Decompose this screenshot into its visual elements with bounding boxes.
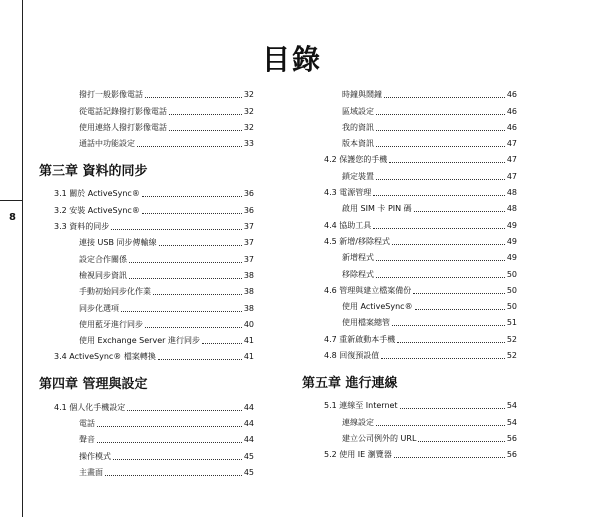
toc-left-column xyxy=(39,84,254,478)
toc-subsection-entry[interactable] xyxy=(302,198,517,214)
toc-entry-label: 通話中功能設定 xyxy=(79,139,135,149)
toc-entry-label: 建立公司例外的 URL xyxy=(342,433,417,443)
toc-entry-label: 4.1 個人化手機設定 xyxy=(54,402,126,412)
toc-page-number: 32 xyxy=(243,106,254,116)
toc-page-number: 46 xyxy=(506,122,517,132)
toc-page-number: 41 xyxy=(243,352,254,362)
toc-entry-label: 使用藍牙進行同步 xyxy=(79,319,143,329)
toc-entry-label: 撥打一般影像電話 xyxy=(79,90,143,100)
dot-leader xyxy=(381,358,505,359)
dot-leader xyxy=(145,97,242,98)
toc-subsection-entry[interactable] xyxy=(302,100,517,116)
margin-tab-line xyxy=(0,200,22,201)
toc-subsection-entry[interactable] xyxy=(39,429,254,445)
page-number: 8 xyxy=(9,212,16,223)
dot-leader xyxy=(142,213,242,214)
toc-subsection-entry[interactable] xyxy=(39,117,254,133)
toc-entry-label: 同步化選項 xyxy=(79,303,119,313)
toc-entry-label: 操作模式 xyxy=(79,451,111,461)
toc-subsection-entry[interactable] xyxy=(39,133,254,149)
toc-entry-label: 移除程式 xyxy=(342,269,374,279)
toc-section-entry[interactable] xyxy=(302,214,517,230)
toc-page-number: 47 xyxy=(506,155,517,165)
dot-leader xyxy=(376,114,505,115)
toc-entry-label: 4.7 重新啟動本手機 xyxy=(324,334,396,344)
toc-page-number: 38 xyxy=(243,303,254,313)
dot-leader xyxy=(414,211,505,212)
toc-entry-label: 連線設定 xyxy=(342,417,374,427)
dot-leader xyxy=(376,179,505,180)
toc-subsection-entry[interactable] xyxy=(302,117,517,133)
toc-entry-label: 使用檔案總管 xyxy=(342,318,390,328)
dot-leader xyxy=(384,97,505,98)
toc-section-entry[interactable] xyxy=(39,183,254,199)
dot-leader xyxy=(397,342,505,343)
toc-right-column xyxy=(302,84,517,460)
toc-page-number: 37 xyxy=(243,222,254,232)
toc-page-number: 48 xyxy=(506,204,517,214)
toc-entry-label: 啟用 SIM 卡 PIN 碼 xyxy=(342,204,412,214)
toc-section-entry[interactable] xyxy=(302,328,517,344)
dot-leader xyxy=(97,426,242,427)
toc-entry-label: 使用 Exchange Server 進行同步 xyxy=(79,336,200,346)
toc-entry-label: 聲音 xyxy=(79,435,95,445)
toc-page-number: 49 xyxy=(506,236,517,246)
toc-subsection-entry[interactable] xyxy=(39,84,254,100)
toc-page-number: 44 xyxy=(243,419,254,429)
toc-page-number: 44 xyxy=(243,402,254,412)
toc-section-entry[interactable] xyxy=(302,182,517,198)
dot-leader xyxy=(111,229,242,230)
toc-section-entry[interactable] xyxy=(302,395,517,411)
margin-rule xyxy=(22,0,23,517)
toc-page-number: 50 xyxy=(506,269,517,279)
toc-page-number: 37 xyxy=(243,238,254,248)
dot-leader xyxy=(376,260,505,261)
toc-subsection-entry[interactable] xyxy=(302,165,517,181)
dot-leader xyxy=(145,327,242,328)
toc-page-number: 54 xyxy=(506,417,517,427)
toc-entry-label: 3.1 關於 ActiveSync® xyxy=(54,189,140,199)
toc-subsection-entry[interactable] xyxy=(302,312,517,328)
toc-section-entry[interactable] xyxy=(302,231,517,247)
toc-page-number: 46 xyxy=(506,106,517,116)
dot-leader xyxy=(121,311,242,312)
toc-subsection-entry[interactable] xyxy=(39,330,254,346)
dot-leader xyxy=(129,262,242,263)
dot-leader xyxy=(105,475,242,476)
toc-page-number: 56 xyxy=(506,450,517,460)
toc-entry-label: 手動初始同步化作業 xyxy=(79,287,151,297)
toc-entry-label: 從電話記錄撥打影像電話 xyxy=(79,106,167,116)
toc-entry-label: 4.8 回復預設值 xyxy=(324,351,380,361)
toc-page-number: 48 xyxy=(506,188,517,198)
toc-entry-label: 新增程式 xyxy=(342,253,374,263)
toc-section-entry[interactable] xyxy=(39,216,254,232)
toc-subsection-entry[interactable] xyxy=(39,297,254,313)
toc-page-number: 47 xyxy=(506,171,517,181)
toc-entry-label: 4.2 保護您的手機 xyxy=(324,155,388,165)
toc-subsection-entry[interactable] xyxy=(39,462,254,478)
toc-page-number: 54 xyxy=(506,401,517,411)
toc-entry-label: 電話 xyxy=(79,419,95,429)
toc-subsection-entry[interactable] xyxy=(302,411,517,427)
dot-leader xyxy=(376,277,505,278)
chapter-heading: 第三章 資料的同步 xyxy=(39,164,148,180)
toc-section-entry[interactable] xyxy=(302,345,517,361)
toc-entry-label: 5.1 連線至 Internet xyxy=(324,401,398,411)
dot-leader xyxy=(376,425,505,426)
dot-leader xyxy=(159,245,242,246)
toc-section-entry[interactable] xyxy=(39,199,254,215)
toc-page-number: 52 xyxy=(506,351,517,361)
dot-leader xyxy=(415,309,505,310)
toc-entry-label: 我的資訊 xyxy=(342,122,374,132)
toc-page-number: 37 xyxy=(243,254,254,264)
dot-leader xyxy=(129,278,242,279)
toc-entry-label: 3.2 安裝 ActiveSync® xyxy=(54,205,140,215)
toc-entry-label: 4.5 新增/移除程式 xyxy=(324,236,390,246)
dot-leader xyxy=(418,441,504,442)
toc-page-number: 45 xyxy=(243,467,254,477)
dot-leader xyxy=(153,294,242,295)
toc-subsection-entry[interactable] xyxy=(39,445,254,461)
dot-leader xyxy=(400,408,505,409)
toc-page-number: 50 xyxy=(506,285,517,295)
toc-page-number: 51 xyxy=(506,318,517,328)
toc-entry-label: 鎖定裝置 xyxy=(342,171,374,181)
toc-page-number: 52 xyxy=(506,334,517,344)
toc-subsection-entry[interactable] xyxy=(39,248,254,264)
toc-entry-label: 連接 USB 同步傳輸線 xyxy=(79,238,157,248)
chapter-spacer xyxy=(39,362,254,370)
chapter-spacer xyxy=(302,361,517,369)
toc-page-number: 47 xyxy=(506,139,517,149)
toc-subsection-entry[interactable] xyxy=(302,133,517,149)
toc-subsection-entry[interactable] xyxy=(39,100,254,116)
toc-subsection-entry[interactable] xyxy=(39,281,254,297)
toc-section-entry[interactable] xyxy=(302,444,517,460)
toc-subsection-entry[interactable] xyxy=(39,314,254,330)
toc-page-number: 32 xyxy=(243,90,254,100)
dot-leader xyxy=(142,196,242,197)
dot-leader xyxy=(97,442,242,443)
chapter-heading: 第四章 管理與設定 xyxy=(39,377,148,393)
toc-section-entry[interactable] xyxy=(302,149,517,165)
dot-leader xyxy=(389,162,505,163)
toc-page-number: 56 xyxy=(506,433,517,443)
toc-entry-label: 3.3 資料的同步 xyxy=(54,222,110,232)
dot-leader xyxy=(127,410,242,411)
toc-subsection-entry[interactable] xyxy=(39,413,254,429)
toc-entry-label: 4.6 管理與建立檔案備份 xyxy=(324,285,412,295)
toc-subsection-entry[interactable] xyxy=(39,265,254,281)
toc-section-entry[interactable] xyxy=(302,280,517,296)
toc-entry-label: 3.4 ActiveSync® 檔案轉換 xyxy=(54,352,156,362)
toc-subsection-entry[interactable] xyxy=(302,296,517,312)
toc-page-number: 49 xyxy=(506,220,517,230)
dot-leader xyxy=(376,146,505,147)
toc-page-number: 36 xyxy=(243,205,254,215)
toc-entry-label: 版本資訊 xyxy=(342,139,374,149)
toc-page-number: 45 xyxy=(243,451,254,461)
toc-page-number: 38 xyxy=(243,287,254,297)
toc-page-number: 33 xyxy=(243,139,254,149)
toc-entry-label: 區域設定 xyxy=(342,106,374,116)
dot-leader xyxy=(169,114,242,115)
toc-page-number: 50 xyxy=(506,302,517,312)
toc-entry-label: 使用 ActiveSync® xyxy=(342,302,413,312)
dot-leader xyxy=(137,146,242,147)
toc-subsection-entry[interactable] xyxy=(302,247,517,263)
toc-entry-label: 時鐘與鬧鐘 xyxy=(342,90,382,100)
toc-page-number: 41 xyxy=(243,336,254,346)
dot-leader xyxy=(113,459,242,460)
toc-subsection-entry[interactable] xyxy=(302,84,517,100)
dot-leader xyxy=(158,359,242,360)
chapter-spacer xyxy=(39,149,254,157)
dot-leader xyxy=(392,244,505,245)
toc-page-number: 44 xyxy=(243,435,254,445)
dot-leader xyxy=(373,228,505,229)
toc-page-number: 40 xyxy=(243,319,254,329)
toc-entry-label: 設定合作關係 xyxy=(79,254,127,264)
dot-leader xyxy=(202,343,242,344)
toc-page-number: 49 xyxy=(506,253,517,263)
dot-leader xyxy=(169,130,242,131)
toc-entry-label: 檢視同步資訊 xyxy=(79,270,127,280)
toc-section-entry[interactable] xyxy=(39,396,254,412)
toc-page-number: 38 xyxy=(243,270,254,280)
dot-leader xyxy=(373,195,505,196)
toc-entry-label: 4.4 協助工具 xyxy=(324,220,372,230)
toc-page-number: 46 xyxy=(506,90,517,100)
toc-page-number: 36 xyxy=(243,189,254,199)
page-title: 目錄 xyxy=(262,43,323,76)
toc-page-number: 32 xyxy=(243,122,254,132)
toc-subsection-entry[interactable] xyxy=(39,232,254,248)
dot-leader xyxy=(394,457,505,458)
toc-section-entry[interactable] xyxy=(39,346,254,362)
toc-entry-label: 4.3 電源管理 xyxy=(324,188,372,198)
toc-subsection-entry[interactable] xyxy=(302,428,517,444)
toc-entry-label: 5.2 使用 IE 瀏覽器 xyxy=(324,450,392,460)
dot-leader xyxy=(376,130,505,131)
toc-entry-label: 使用連絡人撥打影像電話 xyxy=(79,122,167,132)
chapter-heading: 第五章 進行連線 xyxy=(302,376,398,392)
toc-entry-label: 主畫面 xyxy=(79,467,103,477)
dot-leader xyxy=(413,293,505,294)
toc-subsection-entry[interactable] xyxy=(302,263,517,279)
dot-leader xyxy=(392,325,505,326)
